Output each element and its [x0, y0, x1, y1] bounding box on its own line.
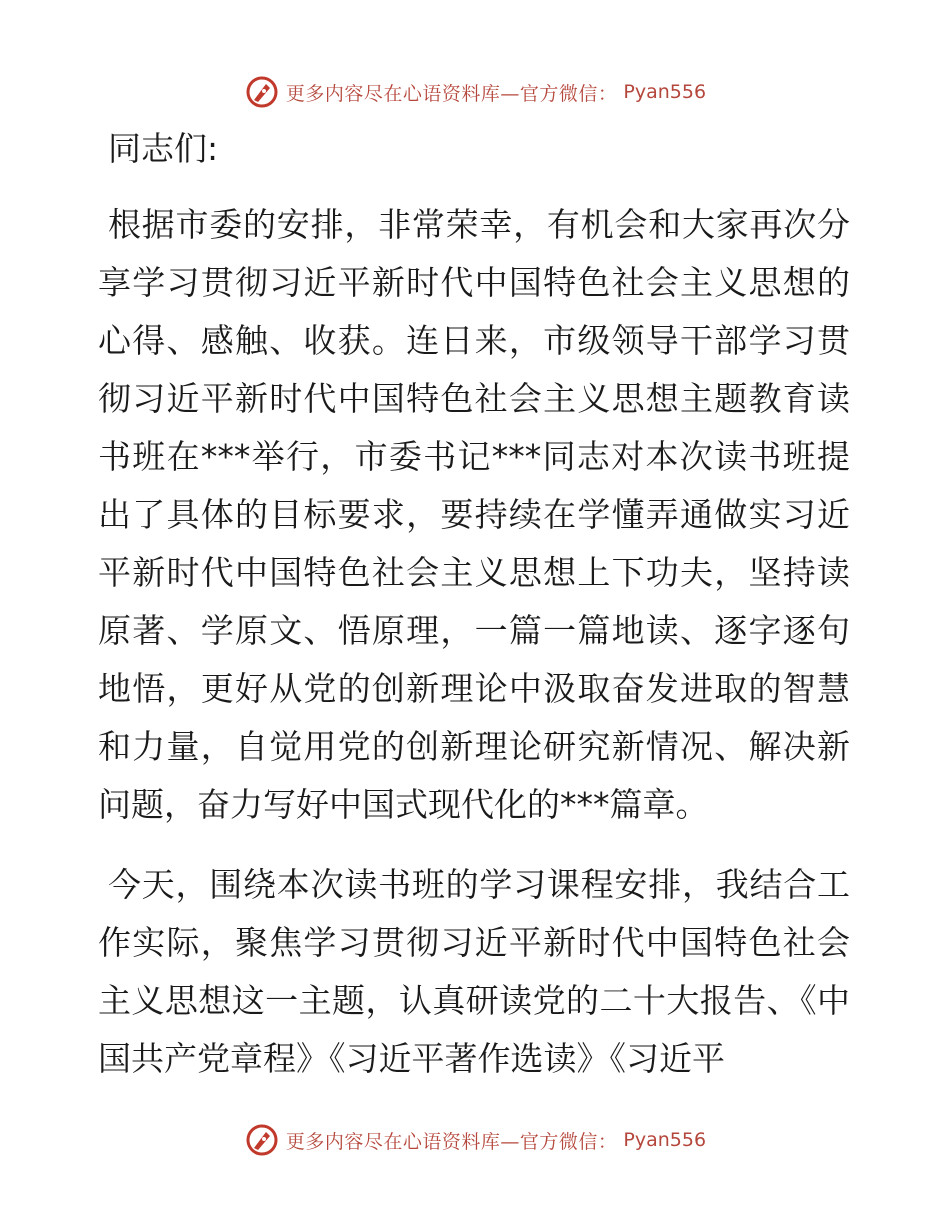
footer-watermark: [0, 1118, 950, 1162]
watermark-text: 更多内容尽在心语资料库—官方微信：: [285, 1130, 618, 1153]
pen-nib-circle-logo-icon: [244, 1122, 280, 1158]
header-watermark: [0, 70, 950, 114]
document-body: [98, 126, 850, 1110]
watermark-text: 更多内容尽在心语资料库—官方微信：: [285, 82, 618, 105]
watermark-wechat-id: Pyan556: [623, 1129, 707, 1151]
paragraph-1: 根据市委的安排，非常荣幸，有机会和大家再次分享学习贯彻习近平新时代中国特色社会主义思想的心得、感触、收获。连日来，市级领导干部学习贯彻习近平新时代中国特色社会主义思想主题教育读书班在***举行，市委书记***同志对本次读书班提出了具体的目标要求，要持续在学懂弄通做实习近平新时代中国特色社会主义思想上下功夫，坚持读原著、学原文、悟原理，一篇一篇地读、逐字逐句地悟，更好从党的创新理论中汲取奋发进取的智慧和力量，自觉用党的创新理论研究新情况、解决新问题，奋力写好中国式现代化的***篇章。: [98, 205, 850, 824]
pen-nib-circle-logo-icon: [244, 74, 280, 110]
paragraph-2: 今天，围绕本次读书班的学习课程安排，我结合工作实际，聚焦学习贯彻习近平新时代中国特色社会主义思想这一主题，认真研读党的二十大报告、《中国共产党章程》《习近平著作选读》《习近平: [98, 865, 850, 1078]
salutation: 同志们:: [108, 129, 219, 168]
watermark-wechat-id: Pyan556: [623, 81, 707, 103]
